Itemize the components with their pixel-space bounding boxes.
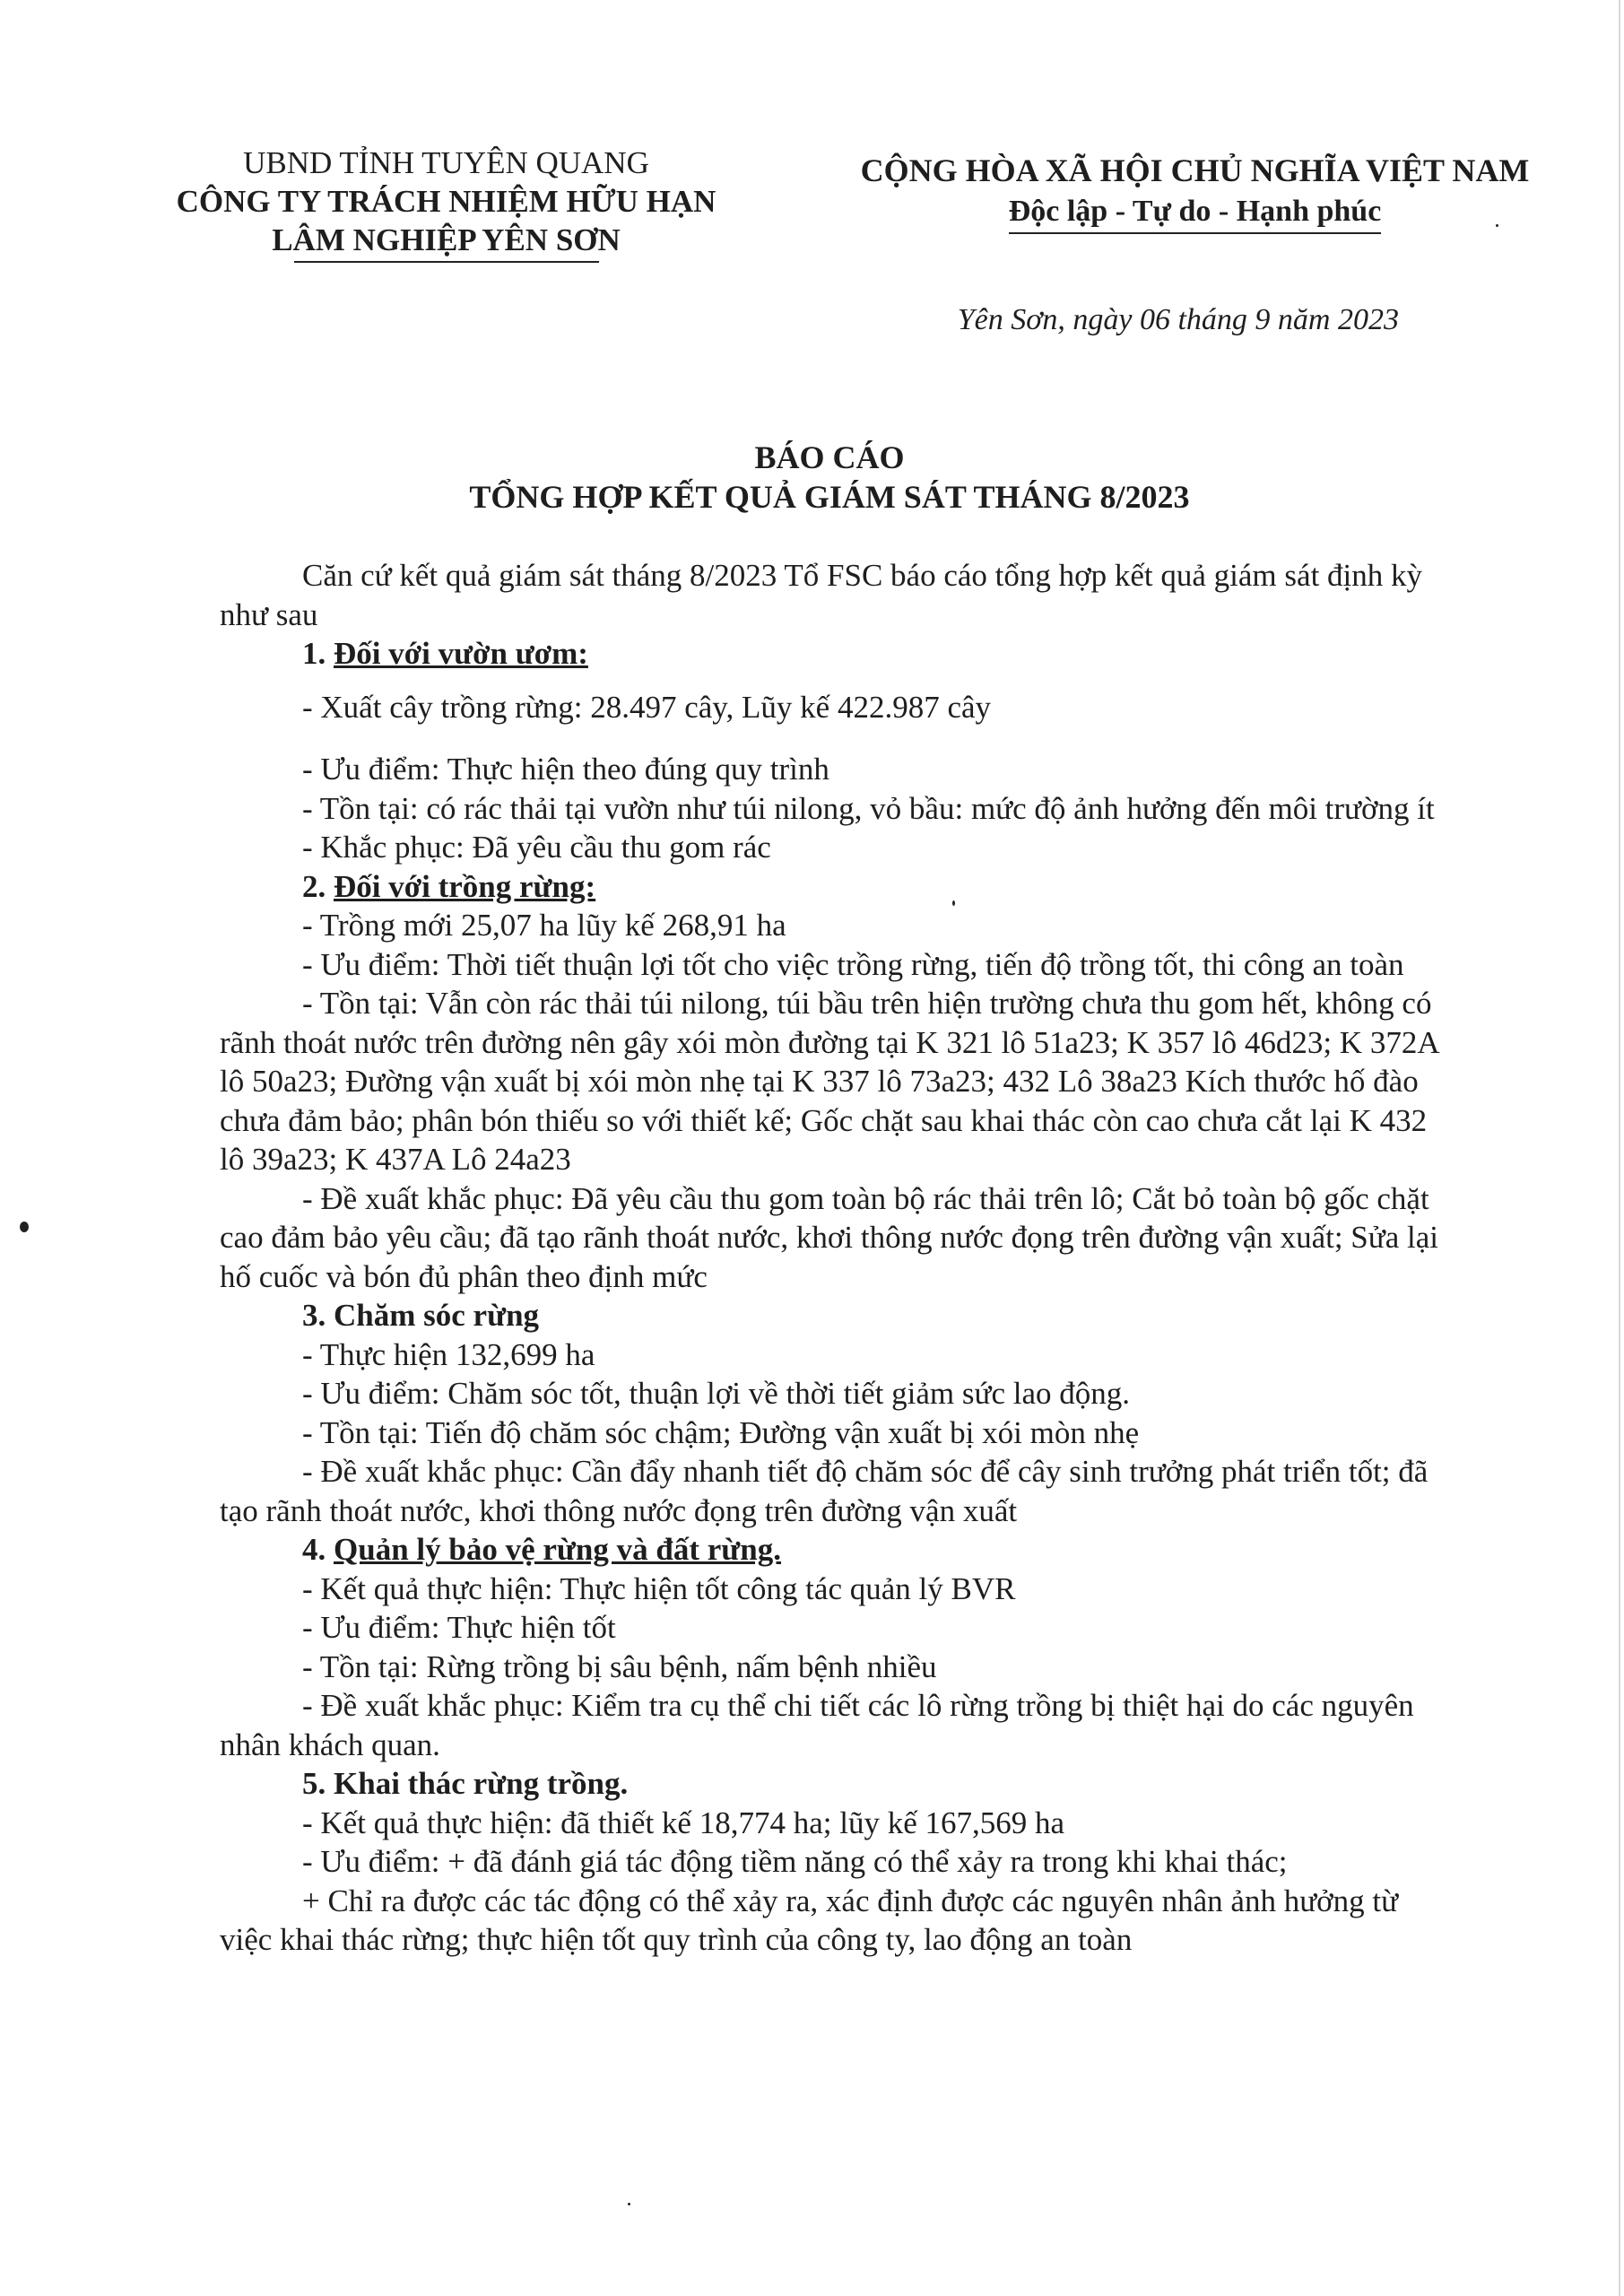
section-4-number: 4.: [302, 1532, 334, 1567]
section-3-item: - Ưu điểm: Chăm sóc tốt, thuận lợi về thời tiết giảm sức lao động.: [302, 1376, 1131, 1411]
title-line-1: BÁO CÁO: [754, 439, 905, 475]
section-2-item: - Đề xuất khắc phục: Đã yêu cầu thu gom toàn bộ rác thải trên lô; Cắt bỏ toàn bộ gốc chặt cao đảm bảo yêu cầu; đã tạo rãnh thoát nước, khơi thông nước đọng trên đường vận xuất; Sửa lại hố cuốc và bón đủ phân theo định mức: [220, 1180, 1439, 1294]
section-4-title: Quản lý bảo vệ rừng và đất rừng.: [334, 1532, 782, 1567]
section-4-heading: [220, 1530, 1457, 1570]
section-3-item: - Thực hiện 132,699 ha: [302, 1336, 595, 1372]
issuer-underline: [294, 261, 599, 263]
section-5-item: - Kết quả thực hiện: đã thiết kế 18,774 ha; lũy kế 167,569 ha: [302, 1805, 1065, 1840]
national-motto: Độc lập - Tự do - Hạnh phúc: [1009, 192, 1382, 234]
section-4-item: - Ưu điểm: Thực hiện tốt: [302, 1610, 616, 1645]
section-1-heading: [220, 634, 1457, 674]
section-4-item: - Tồn tại: Rừng trồng bị sâu bệnh, nấm bệnh nhiều: [302, 1648, 937, 1684]
issuer-company-name: LÂM NGHIỆP YÊN SƠN: [272, 222, 621, 257]
section-1-item: - Ưu điểm: Thực hiện theo đúng quy trình: [302, 752, 829, 787]
scan-edge-shadow: [1619, 0, 1620, 2296]
section-2-item: - Trồng mới 25,07 ha lũy kế 268,91 ha: [302, 908, 786, 943]
section-4-item: - Kết quả thực hiện: Thực hiện tốt công tác quản lý BVR: [302, 1570, 1016, 1606]
scan-speck: [628, 2203, 630, 2205]
scan-speck: [20, 1222, 29, 1232]
section-2-item: - Ưu điểm: Thời tiết thuận lợi tốt cho việc trồng rừng, tiến độ trồng tốt, thi công an toàn: [302, 946, 1404, 982]
national-motto-block: [789, 151, 1601, 234]
section-5-heading: 5. Khai thác rừng trồng.: [302, 1766, 629, 1801]
section-1-item: - Xuất cây trồng rừng: 28.497 cây, Lũy kế 422.987 cây: [302, 689, 992, 725]
intro-paragraph: Căn cứ kết quả giám sát tháng 8/2023 Tổ FSC báo cáo tổng hợp kết quả giám sát định kỳ như sau: [220, 558, 1423, 632]
national-title: CỘNG HÒA XÃ HỘI CHỦ NGHĨA VIỆT NAM: [860, 152, 1530, 188]
document-date: Yên Sơn, ngày 06 tháng 9 năm 2023: [957, 303, 1399, 336]
document-body: [220, 556, 1457, 1960]
section-2-title: Đối với trồng rừng:: [334, 868, 596, 904]
section-1-number: 1.: [302, 636, 334, 671]
issuer-company: CÔNG TY TRÁCH NHIỆM HỮU HẠN: [176, 184, 716, 219]
section-5-item: + Chỉ ra được các tác động có thể xảy ra, xác định được các nguyên nhân ảnh hưởng từ việc khai thác rừng; thực hiện tốt quy trình của công ty, lao động an toàn: [220, 1883, 1399, 1957]
section-3-item: - Tồn tại: Tiến độ chăm sóc chậm; Đường vận xuất bị xói mòn nhẹ: [302, 1414, 1140, 1450]
section-1-title: Đối với vườn ươm:: [334, 636, 588, 671]
section-1-item: - Khắc phục: Đã yêu cầu thu gom rác: [302, 830, 771, 865]
section-3-heading: 3. Chăm sóc rừng: [302, 1298, 540, 1333]
document-title: [179, 438, 1480, 517]
section-2-number: 2.: [302, 868, 334, 904]
issuer-block: [135, 144, 758, 263]
section-2-heading: [220, 867, 1457, 907]
section-4-item: - Đề xuất khắc phục: Kiểm tra cụ thể chi tiết các lô rừng trồng bị thiệt hại do các nguyên nhân khách quan.: [220, 1688, 1414, 1762]
section-1-item: - Tồn tại: có rác thải tại vườn như túi nilong, vỏ bầu: mức độ ảnh hưởng đến môi trường ít: [302, 790, 1435, 826]
title-line-2: TỔNG HỢP KẾT QUẢ GIÁM SÁT THÁNG 8/2023: [469, 479, 1190, 515]
section-3-item: - Đề xuất khắc phục: Cần đẩy nhanh tiết độ chăm sóc để cây sinh trưởng phát triển tốt; đã tạo rãnh thoát nước, khơi thông nước đọng trên đường vận xuất: [220, 1454, 1429, 1528]
issuer-authority: UBND TỈNH TUYÊN QUANG: [243, 145, 649, 180]
section-2-item: - Tồn tại: Vẫn còn rác thải túi nilong, túi bầu trên hiện trường chưa thu gom hết, không có rãnh thoát nước trên đường nên gây xói mòn đường tại K 321 lô 51a23; K 357 lô 46d23; K 372A lô 50a23; Đường vận xuất bị xói mòn nhẹ tại K 337 lô 73a23; 432 Lô 38a23 Kích thước hố đào chưa đảm bảo; phân bón thiếu so với thiết kế; Gốc chặt sau khai thác còn cao chưa cắt lại K 432 lô 39a23; K 437A Lô 24a23: [220, 986, 1438, 1177]
section-5-item: - Ưu điểm: + đã đánh giá tác động tiềm năng có thể xảy ra trong khi khai thác;: [302, 1844, 1288, 1879]
